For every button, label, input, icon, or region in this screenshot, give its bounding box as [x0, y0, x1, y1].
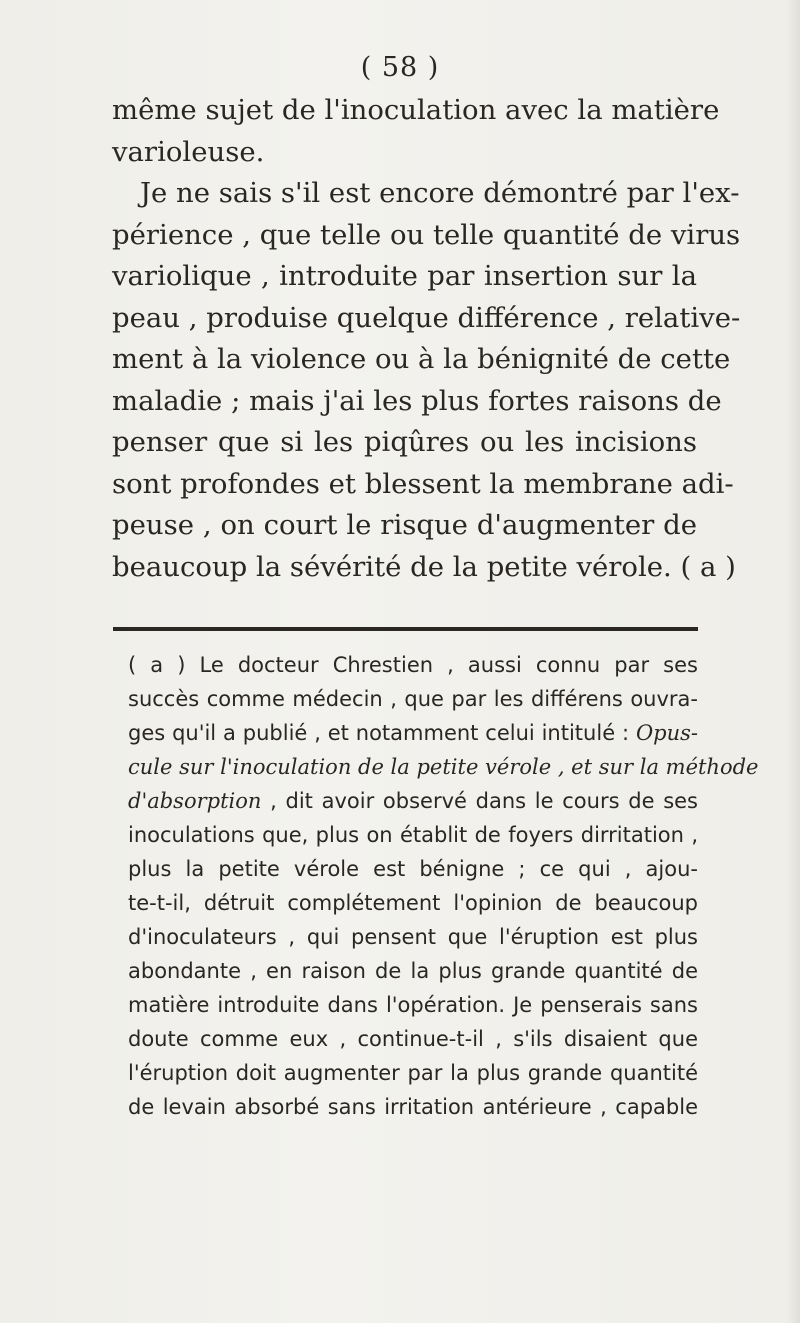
footnote-line-text: ges qu'il a publié , et notamment celui intitulé :	[128, 721, 636, 745]
footnote-line: abondante , en raison de la plus grande quantité de	[128, 959, 698, 983]
work-title-line: cule sur l'inoculation de la petite vérole , et sur la méthode	[128, 755, 759, 779]
footnote	[128, 648, 759, 1124]
page-number: ( 58 )	[360, 52, 440, 83]
body-line: beaucoup la sévérité de la petite vérole. ( a )	[112, 550, 736, 583]
work-title-start: Opus-	[635, 721, 698, 745]
body-line: maladie ; mais j'ai les plus fortes raisons de	[112, 384, 722, 417]
footnote-line: matière introduite dans l'opération. Je penserais sans	[128, 993, 698, 1017]
footnote-line: te-t-il, détruit complétement l'opinion de beaucoup	[128, 891, 698, 915]
body-line: périence , que telle ou telle quantité de virus	[112, 218, 741, 251]
body-line: penser que si les piqûres ou les incisions	[112, 426, 697, 458]
body-text	[112, 90, 741, 588]
footnote-line	[128, 784, 698, 818]
footnote-line: plus la petite vérole est bénigne ; ce qui , ajou-	[128, 857, 698, 881]
body-line: même sujet de l'inoculation avec la matière	[112, 94, 720, 126]
work-title-end: d'absorption	[128, 789, 262, 813]
footnote-divider	[113, 627, 698, 631]
body-line: peau , produise quelque différence , relative-	[112, 301, 741, 334]
footnote-line-text: , dit avoir observé dans le cours de ses	[261, 789, 698, 813]
footnote-line: l'éruption doit augmenter par la plus grande quantité	[128, 1061, 698, 1085]
footnote-line: ( a ) Le docteur Chrestien , aussi connu par ses	[128, 653, 698, 677]
body-line: sont profondes et blessent la membrane adi-	[112, 467, 734, 500]
body-line: variolique , introduite par insertion sur la	[112, 260, 697, 292]
body-line: Je ne sais s'il est encore démontré par l'ex-	[140, 177, 740, 209]
page-edge-shadow	[786, 0, 800, 1323]
footnote-line: inoculations que, plus on établit de foyers dirritation ,	[128, 823, 698, 847]
footnote-line	[128, 716, 698, 750]
footnote-line: d'inoculateurs , qui pensent que l'éruption est plus	[128, 925, 698, 949]
body-line: peuse , on court le risque d'augmenter de	[112, 509, 697, 541]
footnote-line: de levain absorbé sans irritation antérieure , capable	[128, 1095, 698, 1119]
footnote-line: succès comme médecin , que par les différens ouvra-	[128, 687, 698, 711]
body-line: ment à la violence ou à la bénignité de cette	[112, 343, 731, 375]
footnote-line: doute comme eux , continue-t-il , s'ils disaient que	[128, 1027, 698, 1051]
body-line: varioleuse.	[112, 135, 265, 168]
